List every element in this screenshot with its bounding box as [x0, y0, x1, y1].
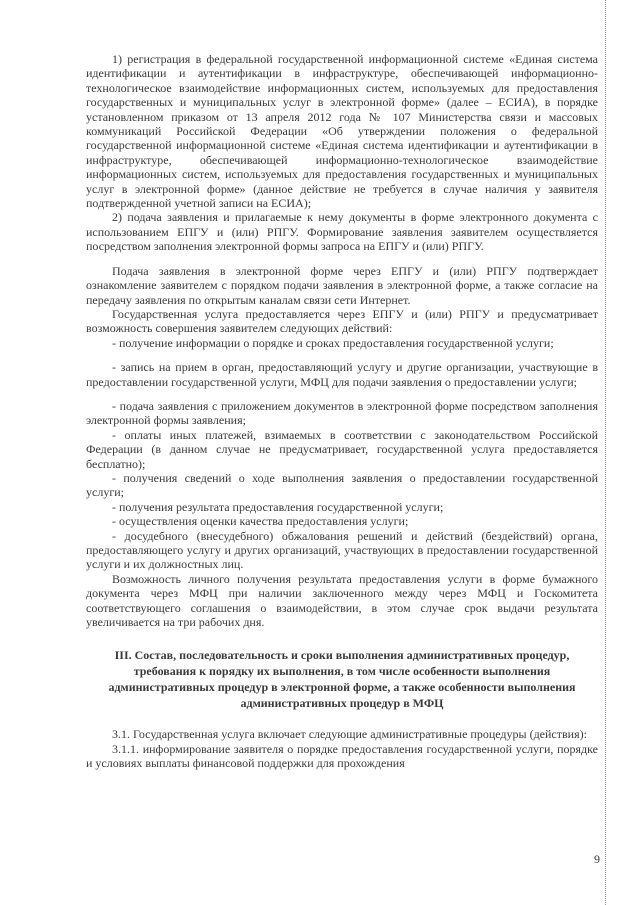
document-body	[86, 52, 598, 771]
list-item-appeal: - досудебного (внесудебного) обжалования решений и действий (бездействий) органа, предоставляющего услугу и других организаций, участвующих в предоставлении государственной услуги и их должностных лиц.	[86, 528, 598, 572]
scan-margin-line	[605, 0, 606, 905]
paragraph-electronic-consent: Подача заявления в электронной форме через ЕПГУ и (или) РПГУ подтверждает ознакомление заявителем с порядком подачи заявления в электронной форме, а также согласие на передачу заявления по открытым каналам связи сети Интернет.	[86, 263, 598, 307]
list-item-status: - получения сведений о ходе выполнения заявления о предоставлении государственной услуги;	[86, 470, 598, 500]
page-number: 9	[594, 852, 600, 866]
paragraph-3-1-1: 3.1.1. информирование заявителя о порядке предоставления государственной услуги, порядке и условиях выплаты финансовой поддержки для прохождения	[86, 741, 598, 771]
paragraph-service-actions-intro: Государственная услуга предоставляется через ЕПГУ и (или) РПГУ и предусматривает возможность совершения заявителем следующих действий:	[86, 306, 598, 336]
paragraph-esia-registration: 1) регистрация в федеральной государственной информационной системе «Единая система идентификации и аутентификации в инфраструктуре, обеспечивающей информационно-технологическое взаимодействие информационных систем, используемых для предоставления государственных и муниципальных услуг в электронной форме» (далее – ЕСИА), в порядке установленном приказом от 13 апреля 2012 года № 107 Министерства связи и массовых коммуникаций Российской Федерации «Об утверждении положения о федеральной государственной информационной системе «Единая система идентификации и аутентификации в инфраструктуре, обеспечивающей информационно-технологическое взаимодействие информационных систем, используемых для предоставления государственных и муниципальных услуг в электронной форме» (данное действие не требуется в случае наличия у заявителя подтвержденной учетной записи на ЕСИА);	[86, 52, 598, 211]
list-item-result: - получения результата предоставления государственной услуги;	[112, 499, 444, 514]
list-item-payments: - оплаты иных платежей, взимаемых в соответствии с законодательством Российской Федерации (в данном случае не предусматривает, государственной услуга предоставляется бесплатно);	[86, 427, 598, 471]
list-item-submission: - подача заявления с приложением документов в электронной форме посредством заполнения электронной формы заявления;	[86, 398, 598, 428]
list-item-quality: - осуществления оценки качества предоставления услуги;	[112, 514, 409, 529]
paragraph-paper-result: Возможность личного получения результата предоставления услуги в форме бумажного документа через МФЦ при наличии заключенного между через МФЦ и Госкомитета соответствующего соглашения о взаимодействии, в этом случае срок выдачи результата увеличивается на три рабочих дня.	[86, 571, 598, 630]
paragraph-application-submission: 2) подача заявления и прилагаемые к нему документы в форме электронного документа с использованием ЕПГУ и (или) РПГУ. Формирование заявления заявителем осуществляется посредством заполнения электронной формы запроса на ЕПГУ и (или) РПГУ.	[86, 210, 598, 254]
section-heading: III. Состав, последовательность и сроки выполнения административных процедур, требования к порядку их выполнения, в том числе особенности выполнения административных процедур в электронной форме, а также особенности выполнения административных процедур в МФЦ	[108, 648, 576, 711]
list-item-appointment: - запись на прием в орган, предоставляющий услугу и другие организации, участвующие в предоставлении государственной услуги, МФЦ для подачи заявления о предоставлении услуги;	[86, 360, 598, 389]
list-item-info: - получение информации о порядке и сроках предоставления государственной услуги;	[112, 335, 554, 350]
paragraph-3-1: 3.1. Государственная услуга включает следующие административные процедуры (действия):	[112, 727, 587, 742]
